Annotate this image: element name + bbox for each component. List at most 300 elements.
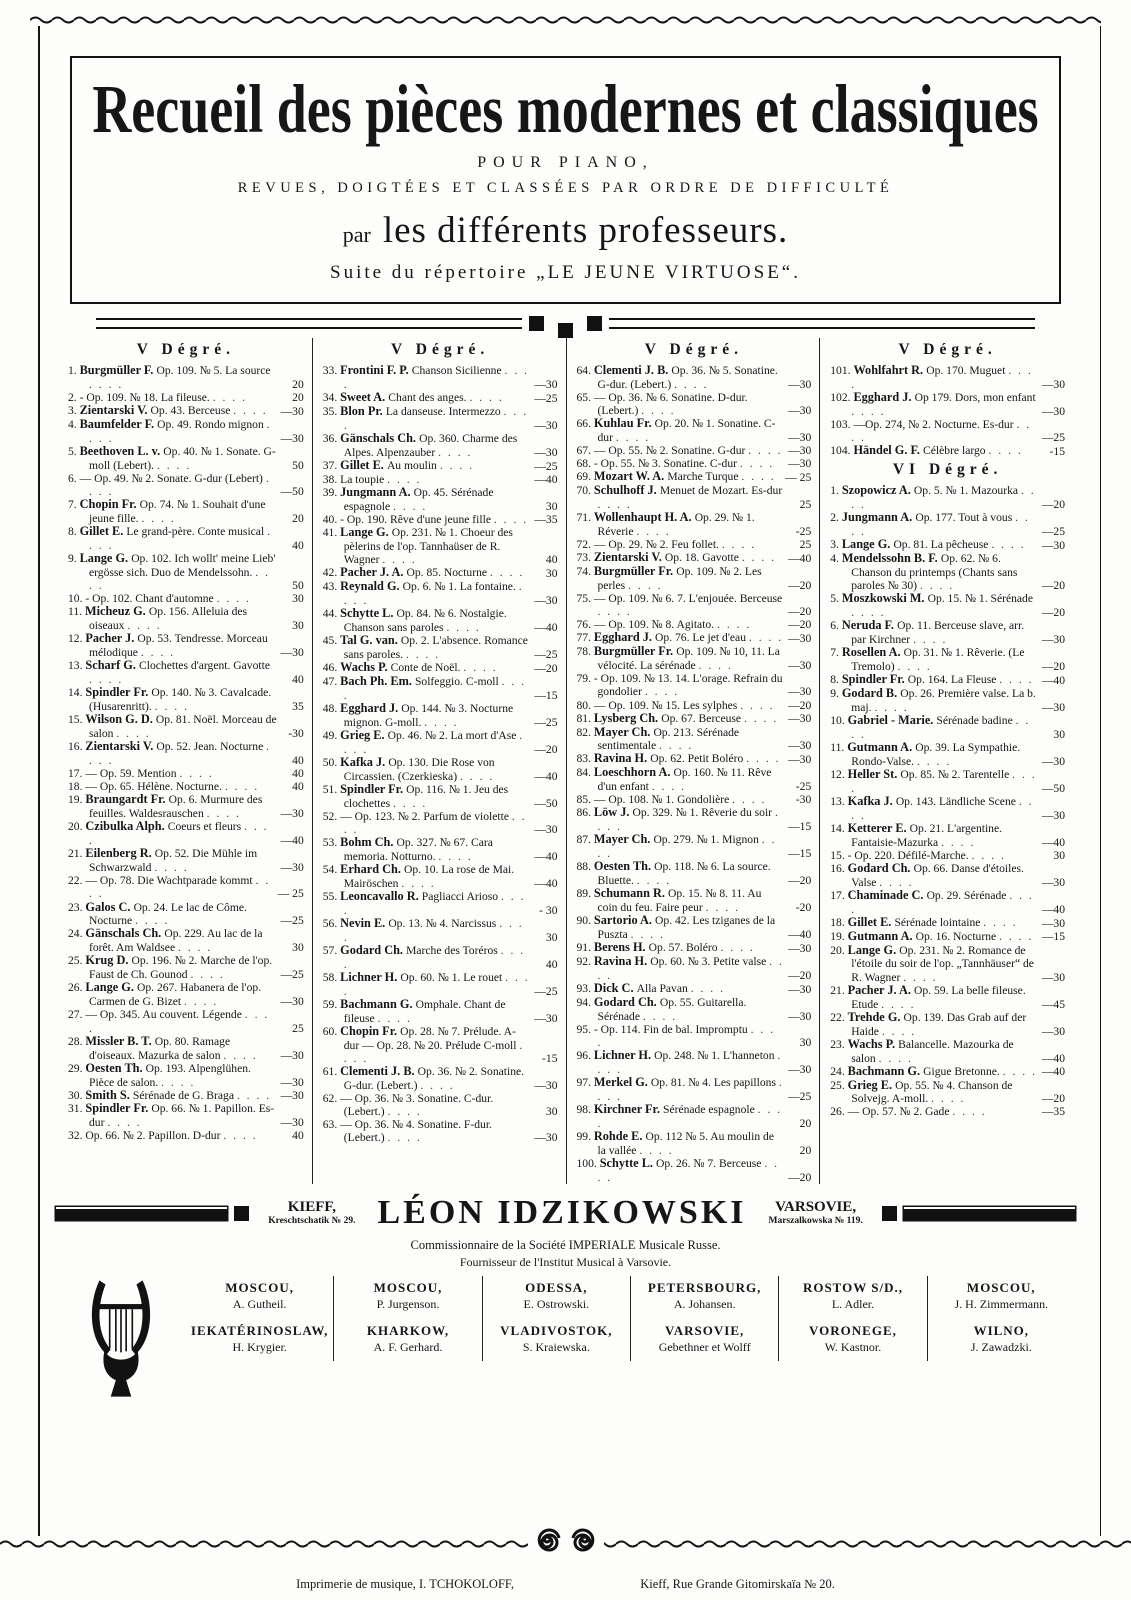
composer-name: Gänschals Ch. — [85, 926, 165, 941]
entry-number: 9. — [830, 686, 842, 700]
dot-leader: . . . . — [206, 807, 241, 821]
entry-number: 46. — [322, 660, 341, 674]
catalog-entry: 12. Pacher J. Op. 53. Tendresse. Morceau mélodique . . . . —30 — [68, 631, 304, 660]
dot-leader: . . . . — [732, 793, 767, 807]
catalog-entry: 2. - Op. 109. № 18. La fileuse. . . . . 20 — [68, 390, 304, 404]
entry-number: 103. — [830, 417, 854, 431]
entry-price: —30 — [280, 646, 304, 660]
kieff-address: Kreschtschatik № 29. — [268, 1216, 356, 1227]
publisher-bar-right — [875, 1206, 1075, 1221]
entry-number: 83. — [576, 752, 594, 766]
agent-cell — [482, 1319, 630, 1361]
catalog-column-3 — [566, 338, 820, 1184]
dot-leader: . . . . — [641, 404, 676, 418]
agents-row — [186, 1276, 1075, 1318]
composer-name: Bachmann G. — [340, 996, 416, 1011]
composer-name: Szopowicz A. — [841, 483, 914, 498]
entry-price: —30 — [534, 593, 558, 607]
catalog-entry: 12. Heller St. Op. 85. № 2. Tarentelle . . . . —50 — [830, 766, 1065, 795]
entry-number: 101. — [830, 364, 854, 377]
entry-price: —20 — [534, 661, 558, 675]
dot-leader: . . . . — [438, 445, 473, 459]
publisher-band — [56, 1194, 1075, 1232]
catalog-entry: 66. Kuhlau Fr. Op. 20. № 1. Sonatine. C-dur . . . . —30 — [576, 416, 812, 445]
entry-number: 40. — [322, 512, 341, 526]
entry-number: 15. — [830, 848, 848, 862]
entry-price: —50 — [534, 796, 558, 810]
dot-leader: . . . . — [212, 390, 247, 404]
agent-cell — [927, 1319, 1075, 1361]
entry-number: 10. — [830, 713, 848, 727]
entry-number: 97. — [576, 1076, 594, 1090]
catalog-entry: 71. Wollenhaupt H. A. Op. 29. № 1. Réverie . . . . -25 — [576, 510, 812, 539]
entry-price: —30 — [1041, 700, 1065, 714]
composer-name: Händel G. F. — [853, 443, 924, 458]
entry-number: 13. — [830, 794, 848, 808]
entry-number: 62. — [322, 1091, 341, 1105]
entry-price: —30 — [788, 404, 812, 418]
agent-cell — [333, 1319, 481, 1361]
catalog-entry: 74. Burgmüller Fr. Op. 109. № 2. Les perles . . . . —20 — [576, 564, 812, 593]
catalog-entry: 26. Lange G. Op. 267. Habanera de l'op. Carmen de G. Bizet . . . . —30 — [68, 980, 304, 1009]
composer-name: Nevin E. — [340, 915, 389, 930]
composer-name: Bachmann G. — [847, 1063, 924, 1078]
dot-leader: . . . . — [879, 875, 914, 889]
catalog-entry: 3. Zientarski V. Op. 43. Berceuse . . . . —30 — [68, 403, 304, 418]
catalog-entry: 15. - Op. 220. Défilé-Marche. . . . . 30 — [830, 848, 1065, 862]
entry-number: 87. — [576, 833, 594, 847]
entry-number: 52. — [322, 809, 341, 823]
entry-number: 3. — [68, 404, 80, 418]
agent-city: VARSOVIE, — [665, 1322, 745, 1338]
catalog-entry: 17. Chaminade C. Op. 29. Sérénade . . . . —40 — [830, 887, 1065, 916]
entry-price: —50 — [1041, 781, 1065, 795]
composer-name: Kafka J. — [847, 793, 896, 808]
agent-city: KHARKOW, — [366, 1322, 450, 1338]
catalog-entry: 26. — Op. 57. № 2. Gade . . . . —35 — [830, 1105, 1065, 1119]
entry-price: -30 — [795, 793, 812, 807]
entry-number: 81. — [576, 711, 594, 725]
entry-price: 40 — [545, 552, 558, 566]
dot-leader: . . . . — [89, 1008, 270, 1035]
dot-leader: . . . . — [597, 1076, 784, 1104]
spiral-icon — [568, 1525, 598, 1555]
agent-name: S. Kraiewska. — [522, 1339, 590, 1354]
catalog-entry: 58. Lichner H. Op. 60. № 1. Le rouet . . . . —25 — [322, 969, 558, 998]
agents-row — [186, 1319, 1075, 1361]
entry-number: 20. — [68, 820, 86, 834]
entry-price: —20 — [1041, 659, 1065, 673]
catalog-entry: 76. — Op. 109. № 8. Agitato. . . . . —20 — [576, 618, 812, 632]
catalog-entry: 4. Baumfelder F. Op. 49. Rondo mignon . . . . —30 — [68, 416, 304, 445]
entry-number: 8. — [830, 672, 842, 686]
entry-number: 94. — [576, 996, 594, 1010]
entry-price: —25 — [280, 914, 304, 928]
dot-leader: . . . . — [154, 861, 189, 875]
entry-price: —30 — [1041, 916, 1065, 930]
catalog-entry: 64. Clementi J. B. Op. 36. № 5. Sonatine. G-dur. (Lebert.) . . . . —30 — [576, 363, 812, 391]
composer-name: Wohlfahrt R. — [853, 363, 927, 377]
composer-name: Lange G. — [847, 942, 900, 957]
entry-number: 50. — [322, 755, 341, 769]
agent-name: H. Krygier. — [232, 1339, 287, 1354]
entry-number: 23. — [830, 1037, 848, 1051]
agent-name: Gebethner et Wolff — [658, 1339, 751, 1354]
agent-name: E. Ostrowski. — [523, 1297, 590, 1312]
entry-price: 40 — [545, 957, 558, 971]
catalog-entry: 9. Godard B. Op. 26. Première valse. La b. maj. . . . . —30 — [830, 685, 1065, 714]
catalog-entry: 69. Mozart W. A. Marche Turque . . . . — 25 — [576, 469, 812, 485]
entry-price: —20 — [1041, 497, 1065, 511]
composer-name: Egghard J. — [853, 389, 915, 404]
entry-price: —30 — [280, 404, 304, 418]
catalog-entry: 10. Gabriel - Marie. Sérénade badine . . . . 30 — [830, 712, 1065, 741]
composer-name: Gabriel - Marie. — [847, 712, 937, 727]
entry-number: 96. — [576, 1049, 594, 1063]
dot-leader: . . . . — [387, 1131, 422, 1145]
dot-leader: . . . . — [223, 1048, 258, 1062]
composer-name: Tal G. van. — [340, 632, 401, 647]
entry-price: —25 — [1041, 431, 1065, 445]
entry-price: —25 — [788, 1090, 812, 1104]
dot-leader: . . . . — [439, 458, 475, 472]
entry-number: 49. — [322, 728, 341, 742]
entry-number: 36. — [322, 431, 341, 445]
agents-section — [56, 1276, 1075, 1400]
dot-leader: . . . . — [659, 739, 694, 753]
entry-number: 41. — [322, 525, 341, 539]
imprint-right: Kieff, Rue Grande Gitomirskaïa № 20. — [640, 1577, 835, 1591]
entry-number: 22. — [830, 1010, 848, 1024]
entry-number: 24. — [68, 927, 86, 941]
varsovie-address: Marszalkowska № 119. — [768, 1216, 863, 1227]
composer-name: Lange G. — [841, 537, 894, 552]
composer-name: Leoncavallo R. — [340, 888, 422, 903]
catalog-entry: 84. Loeschhorn A. Op. 160. № 11. Rêve d'un enfant . . . . -25 — [576, 765, 812, 794]
agent-cell — [778, 1319, 926, 1361]
dot-leader: . . . . — [746, 752, 781, 766]
agent-cell — [630, 1319, 778, 1361]
entry-price: —25 — [280, 968, 304, 982]
entry-number: 7. — [830, 645, 842, 659]
catalog-entry: 5. Moszkowski M. Op. 15. № 1. Sérénade . . . . —20 — [830, 590, 1065, 619]
composer-name: Gänschals Ch. — [340, 430, 420, 445]
entry-number: 1. — [830, 484, 842, 498]
dot-leader: . . . . — [741, 551, 777, 565]
catalog-entry: 7. Rosellen A. Op. 31. № 1. Rêverie. (Le Tremolo) . . . . —20 — [830, 644, 1065, 673]
entry-number: 26. — [830, 1105, 848, 1119]
agent-cell — [778, 1276, 926, 1318]
dot-leader: . . . . — [343, 943, 526, 971]
entry-price: —30 — [534, 377, 558, 391]
entry-number: 26. — [68, 981, 86, 995]
entry-price: 30 — [292, 592, 304, 606]
dot-leader: . . . . — [999, 929, 1034, 943]
entry-price: —30 — [534, 1131, 558, 1145]
entry-price: 30 — [292, 619, 304, 633]
entry-price: —20 — [788, 605, 812, 619]
composer-name: Braungardt Fr. — [85, 792, 169, 807]
entry-price: —20 — [788, 698, 812, 712]
byline — [82, 209, 1049, 252]
catalog-entry: 86. Löw J. Op. 329. № 1. Rêverie du soir . . . . —15 — [576, 805, 812, 834]
section-heading: V Dégré. — [644, 341, 743, 358]
composer-name: Schytte L. — [340, 605, 397, 620]
entry-number: 57. — [322, 943, 341, 957]
dot-leader: . . . . — [89, 377, 124, 391]
catalog-entry: 79. - Op. 109. № 13. 14. L'orage. Refrain du gondolier . . . . —30 — [576, 672, 812, 699]
commissionnaire-line: Commissionnaire de la Société IMPERIALE Musicale Russe. — [410, 1238, 721, 1253]
dot-leader: . . . . — [851, 713, 1031, 741]
dot-leader: . . . . — [881, 997, 916, 1011]
agent-name: L. Adler. — [831, 1297, 875, 1312]
entry-number: 32. — [68, 1129, 86, 1143]
agent-name: W. Kastnor. — [824, 1339, 882, 1354]
catalog-entry: 6. — Op. 49. № 2. Sonate. G-dur (Lebert) . . . . —50 — [68, 471, 304, 499]
entry-number: 22. — [68, 874, 86, 888]
dot-leader: . . . . — [740, 698, 775, 712]
catalog-entry: 75. — Op. 109. № 6. 7. L'enjouée. Berceuse . . . . —20 — [576, 592, 812, 619]
entry-price: —30 — [1041, 1024, 1065, 1038]
catalog-entry: 16. Zientarski V. Op. 52. Jean. Nocturne . . . . 40 — [68, 739, 304, 768]
dot-leader: . . . . — [748, 631, 784, 645]
entry-number: 89. — [576, 887, 594, 901]
thick-rule — [56, 1207, 227, 1220]
dot-leader: . . . . — [999, 672, 1034, 686]
dot-leader: . . . . — [971, 848, 1006, 862]
catalog-entry: 25. Krug D. Op. 196. № 2. Marche de l'op. Faust de Ch. Gounod . . . . —25 — [68, 953, 304, 982]
entry-price: 30 — [545, 566, 558, 580]
entry-price: —25 — [534, 715, 558, 729]
entry-price: —35 — [534, 512, 558, 526]
entry-number: 4. — [830, 551, 842, 565]
composer-name: Scharf G. — [85, 658, 140, 673]
entry-number: 65. — [576, 390, 594, 404]
dot-leader: . . . . — [741, 470, 776, 484]
dot-leader: . . . . — [597, 955, 784, 983]
entry-price: -15 — [542, 1051, 558, 1065]
entry-number: 14. — [830, 821, 848, 835]
dot-leader: . . . . — [459, 769, 495, 783]
entry-number: 73. — [576, 551, 594, 565]
composer-name: Mayer Ch. — [593, 724, 654, 739]
catalog-entry: 38. La toupie . . . . —40 — [322, 472, 558, 486]
catalog-entry: 6. Neruda F. Op. 11. Berceuse slave, arr. par Kirchner . . . . —30 — [830, 617, 1065, 646]
composer-name: Godard B. — [841, 685, 901, 700]
catalog-entry: 53. Bohm Ch. Op. 327. № 67. Cara memoria. Notturno. . . . . —40 — [322, 834, 558, 863]
catalog-entry: 32. Op. 66. № 2. Papillon. D-dur . . . . 40 — [68, 1129, 304, 1143]
series-line: Suite du répertoire „LE JEUNE VIRTUOSE“. — [330, 262, 801, 283]
entry-price: 40 — [292, 767, 304, 781]
entry-number: 6. — [830, 618, 842, 632]
composer-name: Lichner H. — [340, 969, 401, 984]
dot-leader: . . . . — [597, 833, 777, 861]
composer-name: Chopin Fr. — [79, 497, 140, 512]
entry-number: 59. — [322, 997, 341, 1011]
dot-leader: . . . . — [597, 1049, 783, 1077]
composer-name: Chaminade C. — [847, 887, 927, 902]
composer-name: Trehde G. — [847, 1009, 904, 1024]
dot-leader: . . . . — [223, 1129, 258, 1143]
catalog-entry: 46. Wachs P. Conte de Noël. . . . . —20 — [322, 659, 558, 675]
entry-price: 30 — [1053, 848, 1065, 862]
dot-leader: . . . . — [377, 1011, 412, 1025]
composer-name: Heller St. — [847, 766, 901, 781]
composer-name: Bach Ph. Em. — [340, 673, 415, 688]
dot-leader: . . . . — [405, 647, 441, 661]
entry-price: —30 — [788, 444, 812, 458]
entry-price: -20 — [795, 901, 812, 915]
catalog-entry: 21. Eilenberg R. Op. 52. Die Mühle im Schwarzwald . . . . —30 — [68, 846, 304, 875]
dot-leader: . . . . — [878, 1051, 913, 1065]
composer-name: Eilenberg R. — [85, 846, 155, 861]
composer-name: Jungmann A. — [340, 484, 414, 499]
catalog-entry: 19. Braungardt Fr. Op. 6. Murmure des feuilles. Waldesrauschen . . . . —30 — [68, 792, 304, 821]
composer-name: Spindler Fr. — [841, 671, 908, 686]
catalog-entry: 16. Godard Ch. Op. 66. Danse d'étoiles. Valse . . . . —30 — [830, 860, 1065, 889]
entry-number: 39. — [322, 485, 341, 499]
dot-leader: . . . . — [881, 1024, 917, 1038]
catalog-entry: 102. Egghard J. Op 179. Dors, mon enfant . . . . —30 — [830, 389, 1065, 418]
entry-price: —20 — [788, 969, 812, 983]
entry-price: - 30 — [539, 903, 558, 917]
composer-name: Neruda F. — [841, 617, 898, 632]
dot-leader: . . . . — [916, 754, 952, 768]
dot-leader: . . . . — [597, 1103, 783, 1131]
dot-leader: . . . . — [438, 849, 473, 863]
catalog-entry: 85. — Op. 108. № 1. Gondolière . . . . -30 — [576, 793, 812, 807]
catalog-entry: 24. Bachmann G. Gigue Bretonne. . . . . —40 — [830, 1063, 1065, 1079]
agent-city: ROSTOW S/D., — [802, 1280, 903, 1296]
composer-name: Zientarski V. — [593, 550, 665, 565]
imprint-line — [0, 1577, 1131, 1592]
composer-name: Lichner H. — [593, 1048, 655, 1063]
imprint-left: Imprimerie de musique, I. TCHOKOLOFF, — [296, 1577, 514, 1591]
dot-leader: . . . . — [903, 970, 938, 984]
composer-name: Micheuz G. — [84, 604, 149, 619]
agent-cell — [630, 1276, 778, 1318]
entry-number: 76. — [576, 618, 594, 632]
entry-number: 14. — [68, 686, 86, 700]
catalog-entry: 29. Oesten Th. Op. 193. Alpenglühen. Pièce de salon. . . . . —30 — [68, 1060, 304, 1089]
catalog-entry: 14. Ketterer E. Op. 21. L'argentine. Fantaisie-Mazurka . . . . —40 — [830, 820, 1065, 849]
entry-number: 17. — [68, 767, 86, 781]
publisher-varsovie — [757, 1199, 875, 1227]
entry-number: 61. — [322, 1064, 341, 1078]
dot-leader: . . . . — [190, 968, 225, 982]
composer-name: Spindler Fr. — [85, 685, 152, 700]
entry-price: 20 — [799, 1144, 812, 1158]
bottom-border — [0, 1536, 1131, 1562]
entry-price: —40 — [1041, 673, 1065, 687]
entry-number: 5. — [68, 444, 80, 458]
catalog-entry: 23. Galos C. Op. 24. Le lac de Côme. Nocturne . . . . —25 — [68, 899, 304, 928]
dot-leader: . . . . — [597, 605, 632, 619]
entry-price: —40 — [534, 849, 558, 863]
entry-price: —40 — [534, 620, 558, 634]
entry-price: —25 — [534, 459, 558, 473]
catalog-entry: 87. Mayer Ch. Op. 279. № 1. Mignon . . . . —15 — [576, 832, 812, 861]
composer-name: Wollenhaupt H. A. — [593, 510, 695, 525]
catalog-entry: 89. Schumann R. Op. 15. № 8. 11. Au coin du feu. Faire peur . . . . -20 — [576, 886, 812, 915]
composer-name: Czibulka Alph. — [85, 819, 168, 834]
entry-number: 12. — [830, 767, 848, 781]
dot-leader: . . . . — [387, 1104, 422, 1118]
composer-name: Dick C. — [593, 981, 637, 996]
catalog-entry: 5. Beethoven L. v. Op. 40. № 1. Sonate. G-moll (Lebert). . . . . 50 — [68, 443, 304, 472]
catalog-entry: 39. Jungmann A. Op. 45. Sérénade espagnole . . . . 30 — [322, 484, 558, 513]
dot-leader: . . . . — [748, 444, 783, 458]
entry-number: 75. — [576, 592, 594, 606]
entry-price: 20 — [292, 377, 304, 391]
composer-name: Godard Ch. — [340, 942, 407, 957]
entry-price: —30 — [534, 1011, 558, 1025]
dot-leader: . . . . — [343, 970, 530, 998]
composer-name: Lange G. — [79, 551, 132, 566]
entry-price: —40 — [788, 552, 812, 566]
entry-price: 40 — [292, 539, 304, 552]
catalog-entry: 50. Kafka J. Op. 130. Die Rose von Circassien. (Czerkieska) . . . . —40 — [322, 754, 558, 783]
dot-leader: . . . . — [851, 605, 886, 619]
dot-leader: . . . . — [851, 484, 1036, 511]
composer-name: Grieg E. — [340, 727, 388, 742]
composer-name: Spindler Fr. — [340, 781, 407, 796]
catalog-entry: 68. - Op. 55. № 3. Sonatine. C-dur . . . . —30 — [576, 457, 812, 471]
dot-leader: . . . . — [343, 404, 529, 432]
catalog-entry: 62. — Op. 36. № 3. Sonatine. C-dur. (Lebert.) . . . . 30 — [322, 1091, 558, 1118]
entry-price: 30 — [1053, 727, 1065, 741]
dot-leader: . . . . — [89, 740, 272, 768]
dot-leader: . . . . — [874, 700, 909, 714]
catalog-entry: 73. Zientarski V. Op. 18. Gavotte . . . . —40 — [576, 550, 812, 566]
agent-name: P. Jurgenson. — [376, 1297, 440, 1312]
catalog-entry: 93. Dick C. Alla Pavan . . . . —30 — [576, 981, 812, 997]
composer-name: Kirchner Fr. — [593, 1102, 664, 1117]
entry-number: 21. — [830, 983, 848, 997]
catalog-entry: 24. Gänschals Ch. Op. 229. Au lac de la forêt. Am Waldsee . . . . 30 — [68, 926, 304, 955]
catalog-entry: 13. Kafka J. Op. 143. Ländliche Scene . . . . —30 — [830, 793, 1065, 822]
dot-leader: . . . . — [851, 767, 1037, 795]
varsovie-label: VARSOVIE, — [775, 1199, 857, 1216]
entry-price: 40 — [292, 1129, 304, 1143]
lyre-icon — [85, 1276, 157, 1400]
dot-leader: . . . . — [446, 620, 481, 634]
composer-name: Gillet E. — [79, 524, 127, 539]
composer-name: Gillet E. — [847, 914, 895, 929]
catalog-entry: 10. - Op. 102. Chant d'automne . . . . 30 — [68, 592, 304, 606]
entry-number: 69. — [576, 470, 594, 484]
entry-price: —30 — [1041, 875, 1065, 889]
dot-leader: . . . . — [717, 618, 752, 632]
entry-number: 71. — [576, 511, 594, 525]
dot-leader: . . . . — [636, 874, 672, 888]
dot-leader: . . . . — [343, 579, 524, 607]
entry-number: 102. — [830, 390, 854, 404]
catalog-entry: 36. Gänschals Ch. Op. 360. Charme des Alpes. Alpenzauber . . . . —30 — [322, 430, 558, 459]
catalog-entry: 97. Merkel G. Op. 81. № 4. Les papillons . . . . —25 — [576, 1075, 812, 1104]
catalog-entry: 95. - Op. 114. Fin de bal. Impromptu . . . . 30 — [576, 1023, 812, 1050]
entry-number: 15. — [68, 713, 86, 727]
composer-name: Schulhoff J. — [593, 483, 660, 498]
entry-price: 25 — [799, 498, 812, 512]
catalog-entry: 43. Reynald G. Op. 6. № 1. La fontaine. . . . . —30 — [322, 578, 558, 607]
section-heading: V Dégré. — [391, 341, 490, 358]
dot-leader: . . . . — [851, 794, 1034, 822]
entry-number: 72. — [576, 538, 594, 552]
entry-number: 27. — [68, 1008, 86, 1022]
dot-leader: . . . . — [343, 1038, 525, 1065]
entry-price: 40 — [292, 673, 304, 687]
